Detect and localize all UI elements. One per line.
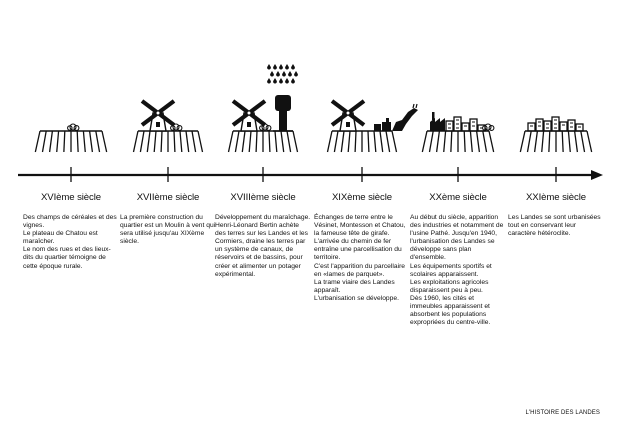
footer-caption: L'HISTOIRE DES LANDES — [525, 410, 600, 416]
period-label: XIXème siècle — [331, 192, 393, 203]
period-18th-century — [215, 0, 311, 438]
period-label: XVIème siècle — [40, 192, 102, 203]
period-description: Au début du siècle, apparition des industries et notamment de l'usine Pathé. Jusqu'en 1940, l'urbanisation des Landes se développe sans plan d'ensemble. Les équipements sportifs et scolaires apparaissent. Les exploitations agricoles disparaissent peu à peu. Dès 1960, les cités et immeubles apparaissent et absorbent les populations expropriées du centre-ville. — [410, 214, 504, 327]
period-description: Développement du maraîchage. Henri-Léonard Bertin achète des terres sur les Landes et les Cormiers, draine les terres par un système de canaux, de réservoirs et de bassins, pour créer et alimenter un potager expérimental. — [215, 214, 311, 278]
period-19th-century — [314, 0, 410, 438]
period-20th-century — [410, 0, 506, 438]
period-label: XXème siècle — [429, 192, 487, 203]
period-description: La première construction du quartier est un Moulin à vent qui sera utilisé jusqu'au XIXème siècle. — [120, 214, 216, 246]
period-description: Les Landes se sont urbanisées tout en conservant leur caractère hétéroclite. — [508, 214, 601, 238]
period-16th-century — [23, 0, 119, 438]
period-label: XVIIIème siècle — [230, 192, 296, 203]
period-label: XVIIème siècle — [136, 192, 200, 203]
period-21st-century — [508, 0, 604, 438]
period-label: XXIème siècle — [525, 192, 587, 203]
period-description: Échanges de terre entre le Vésinet, Montesson et Chatou, la fameuse tête de girafe. L'arrivée du chemin de fer entraîne une parcellisation du territoire. C'est l'apparition du parcellaire en «lames de parquet». La trame viaire des Landes apparaît. L'urbanisation se développe. — [314, 214, 406, 302]
period-description: Des champs de céréales et des vignes. Le plateau de Chatou est maraîcher. Le nom des rues et des lieux-dits du quartier témoigne de cette époque rurale. — [23, 214, 117, 270]
period-17th-century — [120, 0, 216, 438]
